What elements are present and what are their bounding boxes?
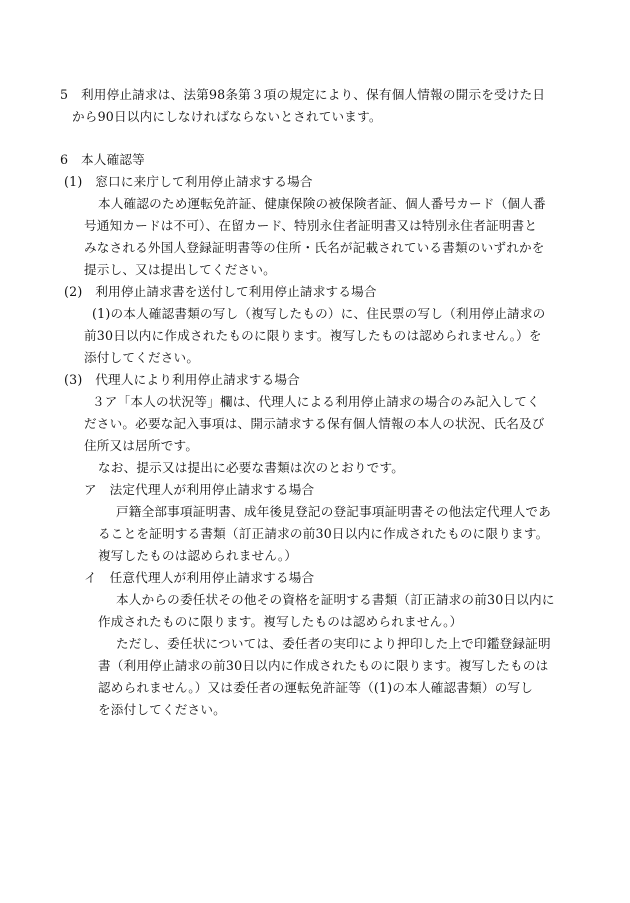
subsection-1-line-4: 提示し、又は提出してください。 bbox=[84, 262, 276, 277]
item-a-line-2: ることを証明する書類（訂正請求の前30日以内に作成されたものに限ります。 bbox=[98, 526, 549, 541]
subsection-3-line-1: ３ア「本人の状況等」欄は、代理人による利用停止請求の場合のみ記入してく bbox=[92, 394, 540, 409]
subsection-3-line-2: ださい。必要な記入事項は、開示請求する保有個人情報の本人の状況、氏名及び bbox=[84, 416, 545, 431]
section-6-heading: 6 本人確認等 bbox=[60, 152, 145, 167]
section-5-line-2: から90日以内にしなければならないとされています。 bbox=[72, 109, 382, 124]
subsection-3-line-3: 住所又は居所です。 bbox=[84, 438, 199, 453]
subsection-3-heading: (3) 代理人により利用停止請求する場合 bbox=[64, 372, 300, 387]
item-i-line-1: 本人からの委任状その他その資格を証明する書類（訂正請求の前30日以内に bbox=[116, 592, 555, 607]
section-5-line-1: 5 利用停止請求は、法第98条第３項の規定により、保有個人情報の開示を受けた日 bbox=[60, 87, 546, 102]
subsection-2-line-3: 添付してください。 bbox=[84, 350, 200, 365]
item-i-line-6: を添付してください。 bbox=[98, 702, 226, 717]
item-i-line-3: ただし、委任状については、委任者の実印により押印した上で印鑑登録証明 bbox=[116, 636, 551, 651]
subsection-2-line-2: 前30日以内に作成されたものに限ります。複写したものは認められません。）を bbox=[84, 328, 542, 343]
item-i-line-4: 書（利用停止請求の前30日以内に作成されたものに限ります。複写したものは bbox=[98, 658, 549, 673]
subsection-1-line-1: 本人確認のため運転免許証、健康保険の被保険者証、個人番号カード（個人番 bbox=[98, 196, 546, 211]
item-i-line-2: 作成されたものに限ります。複写したものは認められません。） bbox=[98, 614, 463, 629]
subsection-2-line-1: (1)の本人確認書類の写し（複写したもの）に、住民票の写し（利用停止請求の bbox=[92, 306, 546, 321]
item-a-line-1: 戸籍全部事項証明書、成年後見登記の登記事項証明書その他法定代理人であ bbox=[116, 504, 551, 519]
item-a-heading: ア 法定代理人が利用停止請求する場合 bbox=[84, 482, 315, 497]
item-i-heading: イ 任意代理人が利用停止請求する場合 bbox=[84, 570, 315, 585]
subsection-1-line-3: みなされる外国人登録証明書等の住所・氏名が記載されている書類のいずれかを bbox=[84, 240, 545, 255]
item-a-line-3: 複写したものは認められません。） bbox=[98, 548, 298, 563]
subsection-1-heading: (1) 窓口に来庁して利用停止請求する場合 bbox=[64, 174, 313, 189]
subsection-2-heading: (2) 利用停止請求書を送付して利用停止請求する場合 bbox=[64, 284, 377, 299]
subsection-1-line-2: 号通知カードは不可）、在留カード、特別永住者証明書又は特別永住者証明書と bbox=[84, 218, 538, 233]
item-i-line-5: 認められません。）又は委任者の運転免許証等（(1)の本人確認書類）の写し bbox=[98, 680, 534, 695]
subsection-3-line-4: なお、提示又は提出に必要な書類は次のとおりです。 bbox=[98, 460, 405, 475]
